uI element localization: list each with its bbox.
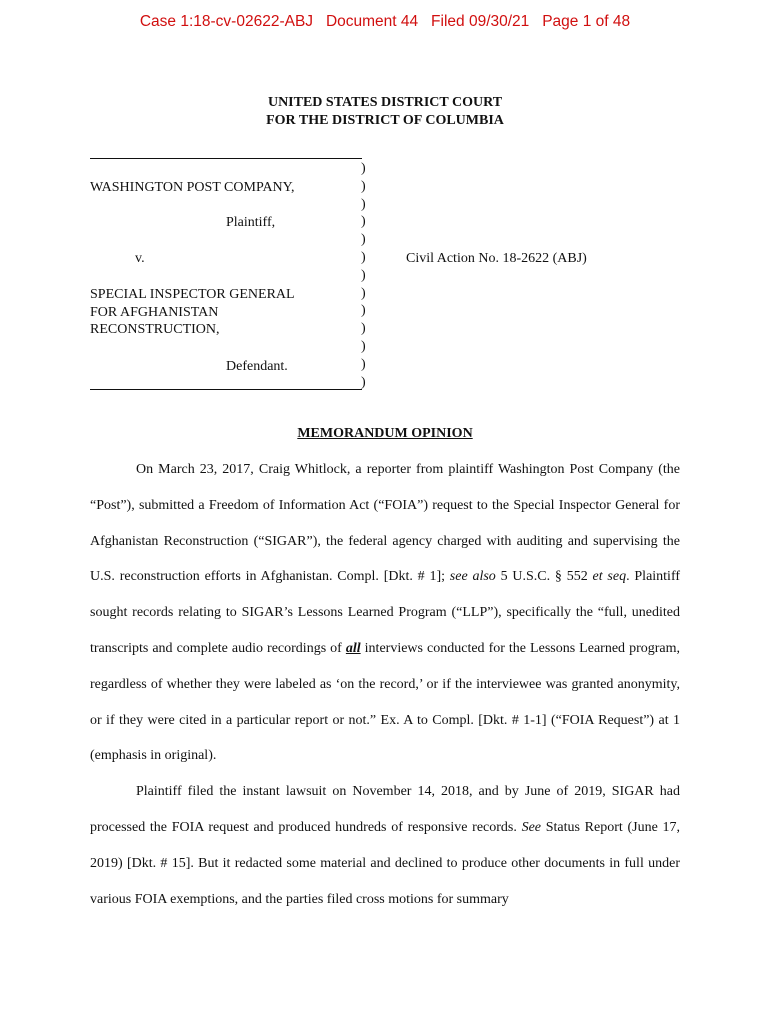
paragraph-1-text-d: interviews conducted for the Lessons Learned program, regardless of whether they were labeled as ‘on the record,’ or if the interviewee was granted anonymity, or if they were cited in a particular report or not.” Ex. A to Compl. [Dkt. # 1-1] (“FOIA Request”) at 1 (emphasis in original). <box>90 640 680 764</box>
paren: ) <box>361 214 366 230</box>
caption-paren-column <box>361 160 366 391</box>
paren: ) <box>361 161 366 176</box>
versus: v. <box>135 251 145 266</box>
court-district: FOR THE DISTRICT OF COLUMBIA <box>266 113 504 128</box>
caption-top-rule <box>90 158 362 159</box>
paren: ) <box>361 285 366 301</box>
paragraph-2 <box>90 774 680 917</box>
paren: ) <box>361 338 366 354</box>
emphasized-all: all <box>345 640 361 656</box>
court-name: UNITED STATES DISTRICT COURT <box>267 95 503 110</box>
paren: ) <box>361 232 366 248</box>
opinion-body <box>90 452 680 917</box>
citation-signal-see: See <box>521 819 542 835</box>
civil-action-number: Civil Action No. 18-2622 (ABJ) <box>406 251 587 266</box>
case-caption <box>90 148 690 398</box>
citation-et-seq: et seq <box>592 569 627 585</box>
defendant-name-line2: FOR AFGHANISTAN <box>90 305 219 320</box>
memorandum-opinion-heading: MEMORANDUM OPINION <box>297 426 473 441</box>
defendant-name-line1: SPECIAL INSPECTOR GENERAL <box>90 287 295 302</box>
defendant-role: Defendant. <box>226 359 288 374</box>
paren: ) <box>361 303 366 319</box>
paragraph-1-text-a: On March 23, 2017, Craig Whitlock, a reporter from plaintiff Washington Post Company (the “Post”), submitted a Freedom of Information Act (“FOIA”) request to the Special Inspector General for Afghanistan Reconstruction (“SIGAR”), the federal agency charged with auditing and supervising the U.S. reconstruction efforts in Afghanistan. Compl. [Dkt. # 1]; <box>90 462 680 585</box>
plaintiff-role: Plaintiff, <box>226 215 276 230</box>
case-header-stamp: Case 1:18-cv-02622-ABJ Document 44 Filed 09/30/21 Page 1 of 48 <box>139 13 631 30</box>
paren: ) <box>361 196 366 212</box>
court-heading <box>0 94 770 130</box>
citation-signal-see-also: see also <box>449 569 496 585</box>
paren: ) <box>361 356 366 372</box>
paragraph-2-text-b: Status Report (June 17, 2019) [Dkt. # 15]. But it redacted some material and declined to produce other documents in full under various FOIA exemptions, and the parties filed cross motions for summary <box>90 819 681 907</box>
plaintiff-name: WASHINGTON POST COMPANY, <box>90 180 295 195</box>
paragraph-1-text-c: . Plaintiff sought records relating to SIGAR’s Lessons Learned Program (“LLP”), specifically the “full, unedited transcripts and complete audio recordings of <box>90 569 681 656</box>
paren: ) <box>361 267 366 283</box>
defendant-name-line3: RECONSTRUCTION, <box>90 322 220 337</box>
paren: ) <box>361 249 366 265</box>
paren: ) <box>361 321 366 337</box>
paragraph-2-text-a: Plaintiff filed the instant lawsuit on November 14, 2018, and by June of 2019, SIGAR had processed the FOIA request and produced hundreds of responsive records. <box>90 784 680 835</box>
paren: ) <box>361 374 366 390</box>
paragraph-1 <box>90 452 680 774</box>
paren: ) <box>361 178 366 194</box>
caption-bottom-rule <box>90 389 362 390</box>
paragraph-1-text-b: 5 U.S.C. § 552 <box>495 569 593 585</box>
